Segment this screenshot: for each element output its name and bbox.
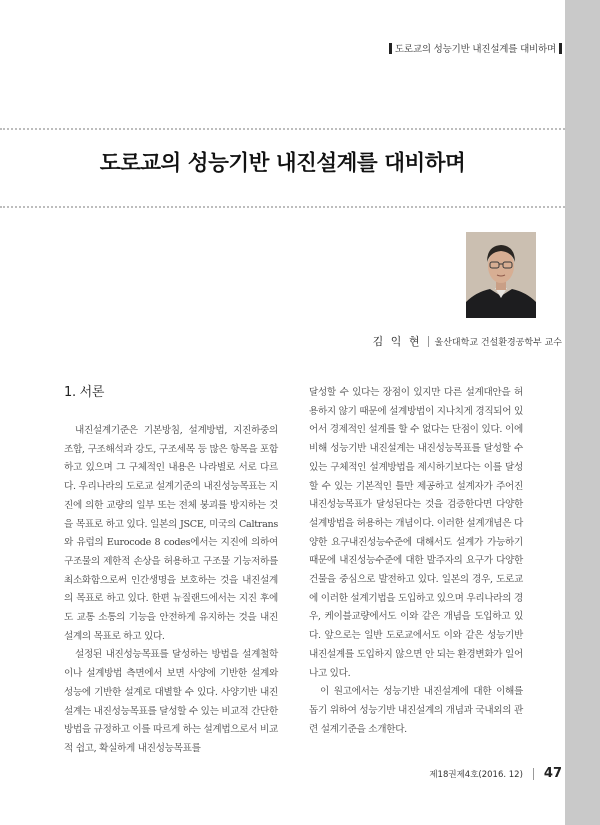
body-column-right	[309, 384, 523, 739]
header-right-bar	[559, 43, 562, 54]
author-line	[373, 333, 562, 349]
author-name: 김 익 현	[372, 335, 422, 348]
body-column-left	[64, 384, 278, 759]
body-paragraph: 달성할 수 있다는 장점이 있지만 다른 설계대안을 허용하지 않기 때문에 설계방법이 지나치게 경직되어 있어서 경제적인 설계를 할 수 없다는 단점이 있다. 이에 비해 성능기반 내진설계는 내진성능목표를 달성할 수 있는 구체적인 설계방법을 제시하기보다는 이를 달성할 수 있는 기본적인 틀만 제공하고 설계자가 주어진 내진성능목표가 달성된다는 것을 검증한다면 다양한 설계방법을 허용하는 개념이다. 이러한 설계개념은 다양한 요구내진성능수준에 대해서도 설계가 가능하기 때문에 내진성능수준에 대한 발주자의 요구가 다양한 건물을 중심으로 발전하고 있다. 일본의 경우, 도로교에 이러한 설계기법을 도입하고 있으며 우리나라의 경우, 케이블교량에서도 이와 같은 개념을 도입하고 있다. 앞으로는 일반 도로교에서도 이와 같은 성능기반 내진설계를 도입하지 않으면 안 되는 환경변화가 일어나고 있다.	[309, 387, 523, 679]
author-photo	[466, 232, 536, 318]
page-number: 47	[543, 766, 562, 781]
title-divider-bottom	[0, 206, 565, 208]
body-paragraph: 내진설계기준은 기본방침, 설계방법, 지진하중의 조합, 구조해석과 강도, 구조세목 등 많은 항목을 포함하고 있으며 그 구체적인 내용은 나라별로 서로 다르다. 우리나라의 도로교 설계기준의 내진성능목표는 지진에 의한 교량의 일부 또는 전체 붕괴를 방지하는 것을 목표로 하고 있다. 일본의 JSCE, 미국의 Caltrans와 유럽의 Eurocode 8 codes에서는 지진에 의하여 구조물의 제한적 손상을 허용하고 구조물 기능저하를 최소화함으로써 인간생명을 보호하는 것을 내진설계의 목표로 하고 있다. 한편 뉴질랜드에서는 지진 후에도 교통 소통의 기능을 안전하게 유지하는 것을 내진설계의 목표로 하고 있다.	[64, 425, 278, 642]
body-paragraph: 이 원고에서는 성능기반 내진설계에 대한 이해를 돕기 위하여 성능기반 내진설계의 개념과 국내외의 관련 설계기준을 소개한다.	[309, 686, 523, 735]
title-divider-top	[0, 128, 565, 130]
footer-separator	[533, 768, 534, 780]
page-footer	[429, 766, 562, 781]
issue-label: 제18권제4호(2016. 12)	[429, 769, 523, 780]
running-header	[389, 41, 562, 55]
header-left-bar	[389, 43, 392, 54]
section-heading: 1. 서론	[64, 385, 105, 400]
author-separator	[428, 336, 429, 347]
page-side-strip	[565, 0, 600, 825]
body-paragraph: 설정된 내진성능목표를 달성하는 방법을 설계철학이나 설계방법 측면에서 보면 사양에 기반한 설계와 성능에 기반한 설계로 대별할 수 있다. 사양기반 내진설계는 내진성능목표를 달성할 수 있는 비교적 간단한 방법을 규정하고 이를 따르게 하는 설계법으로서 비교적 쉽고, 확실하게 내진성능목표를	[64, 649, 278, 754]
author-affiliation: 울산대학교 건설환경공학부 교수	[434, 337, 562, 348]
article-title: 도로교의 성능기반 내진설계를 대비하며	[99, 151, 466, 176]
running-header-title: 도로교의 성능기반 내진설계를 대비하며	[394, 44, 556, 55]
